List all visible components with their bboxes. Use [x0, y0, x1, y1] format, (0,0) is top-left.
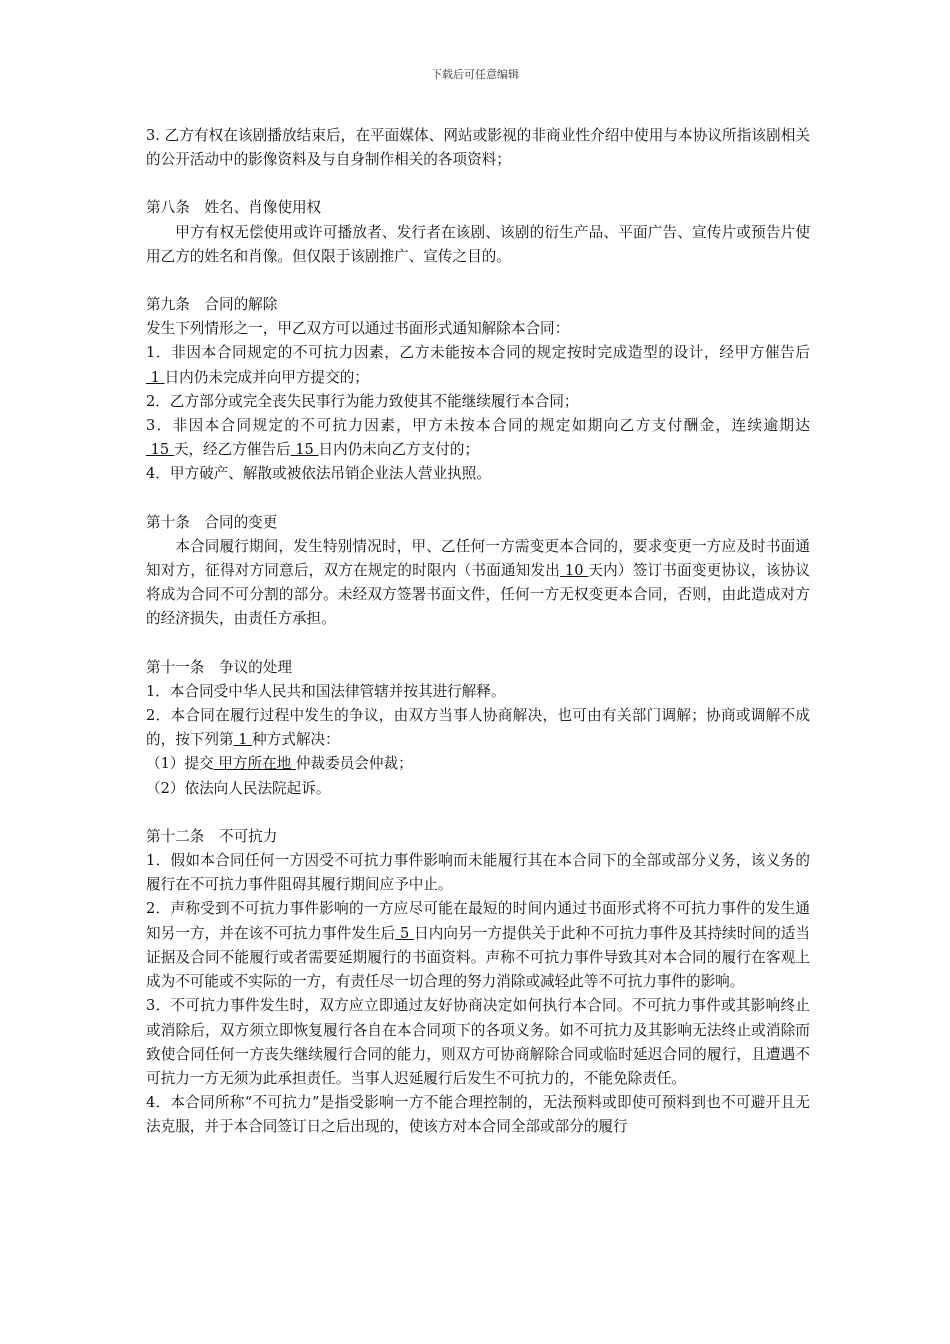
article-11-title: 第十一条 争议的处理 [146, 658, 292, 676]
contract-body [146, 124, 810, 1140]
blank-days: 1 [146, 368, 165, 386]
article-9-item-1: 1．非因本合同规定的不可抗力因素，乙方未能按本合同的规定按时完成造型的设计，经甲方催告后 1 日内仍未完成并向甲方提交的； [146, 344, 810, 386]
article-10-body: 本合同履行期间，发生特别情况时，甲、乙任何一方需变更本合同的，要求变更一方应及时书面通知对方，征得对方同意后，双方在规定的时限内（书面通知发出 10 天内）签订书面变更协议，该协议将成为合同不可分割的部分。未经双方签署书面文件，任何一方无权变更本合同，否则，由此造成对方的经济损失，由责任方承担。 [146, 537, 810, 628]
blank-overdue-days: 15 [146, 441, 174, 459]
article-11-option-2: （2）依法向人民法院起诉。 [146, 779, 331, 797]
article-10-title: 第十条 合同的变更 [146, 513, 278, 531]
article-11-item-2: 2．本合同在履行过程中发生的争议，由双方当事人协商解决，也可由有关部门调解；协商或调解不成的，按下列第 1 种方式解决： [146, 707, 810, 749]
article-9-title: 第九条 合同的解除 [146, 296, 278, 314]
article-9-intro: 发生下列情形之一，甲乙双方可以通过书面形式通知解除本合同： [146, 320, 570, 338]
article-9-item-2: 2．乙方部分或完全丧失民事行为能力致使其不能继续履行本合同； [146, 392, 579, 410]
blank-evidence-days: 5 [395, 924, 415, 942]
blank-arbitration-place: 甲方所在地 [213, 755, 296, 773]
article-12-item-3: 3．不可抗力事件发生时，双方应立即通过友好协商决定如何执行本合同。不可抗力事件或其影响终止或消除后，双方须立即恢复履行各自在本合同项下的各项义务。如不可抗力及其影响无法终止或消除而致使合同任何一方丧失继续履行合同的能力，则双方可协商解除合同或临时延迟合同的履行，且遭遇不可抗力一方无须为此承担责任。当事人迟延履行后发生不可抗力的，不能免除责任。 [146, 997, 810, 1087]
article-9-item-4: 4．甲方破产、解散或被依法吊销企业法人营业执照。 [146, 465, 491, 483]
article-8-title: 第八条 姓名、肖像使用权 [146, 199, 322, 217]
blank-change-days: 10 [560, 562, 589, 580]
article-12-item-4: 4．本合同所称“不可抗力”是指受影响一方不能合理控制的，无法预料或即使可预料到也不可避开且无法克服，并于本合同签订日之后出现的，使该方对本合同全部或部分的履行 [146, 1094, 810, 1136]
article-11-item-1: 1．本合同受中华人民共和国法律管辖并按其进行解释。 [146, 682, 506, 700]
article-9-item-3: 3．非因本合同规定的不可抗力因素，甲方未按本合同的规定如期向乙方支付酬金，连续逾期达 15 天，经乙方催告后 15 日内仍未向乙方支付的； [146, 417, 810, 459]
blank-notice-days: 15 [290, 441, 319, 459]
article-12-item-1: 1．假如本合同任何一方因受不可抗力事件影响而未能履行其在本合同下的全部或部分义务，该义务的履行在不可抗力事件阻碍其履行期间应予中止。 [146, 852, 810, 894]
article-8-body: 甲方有权无偿使用或许可播放者、发行者在该剧、该剧的衍生产品、平面广告、宣传片或预告片使用乙方的姓名和肖像。但仅限于该剧推广、宣传之目的。 [146, 223, 810, 265]
article-11-option-1: （1）提交 甲方所在地 仲裁委员会仲裁； [146, 755, 413, 773]
page-header: 下载后可任意编辑 [431, 68, 519, 81]
blank-method-number: 1 [233, 731, 253, 749]
article-12-title: 第十二条 不可抗力 [146, 827, 278, 845]
clause-3-image-use: 3. 乙方有权在该剧播放结束后，在平面媒体、网站或影视的非商业性介绍中使用与本协议所指该剧相关的公开活动中的影像资料及与自身制作相关的各项资料； [146, 127, 810, 169]
article-12-item-2: 2．声称受到不可抗力事件影响的一方应尽可能在最短的时间内通过书面形式将不可抗力事件的发生通知另一方，并在该不可抗力事件发生后 5 日内向另一方提供关于此种不可抗力事件及其持续时间的适当证据及合同不能履行或者需要延期履行的书面资料。声称不可抗力事件导致其对本合同的履行在客观上成为不可能或不实际的一方，有责任尽一切合理的努力消除或减轻此等不可抗力事件的影响。 [146, 900, 810, 991]
